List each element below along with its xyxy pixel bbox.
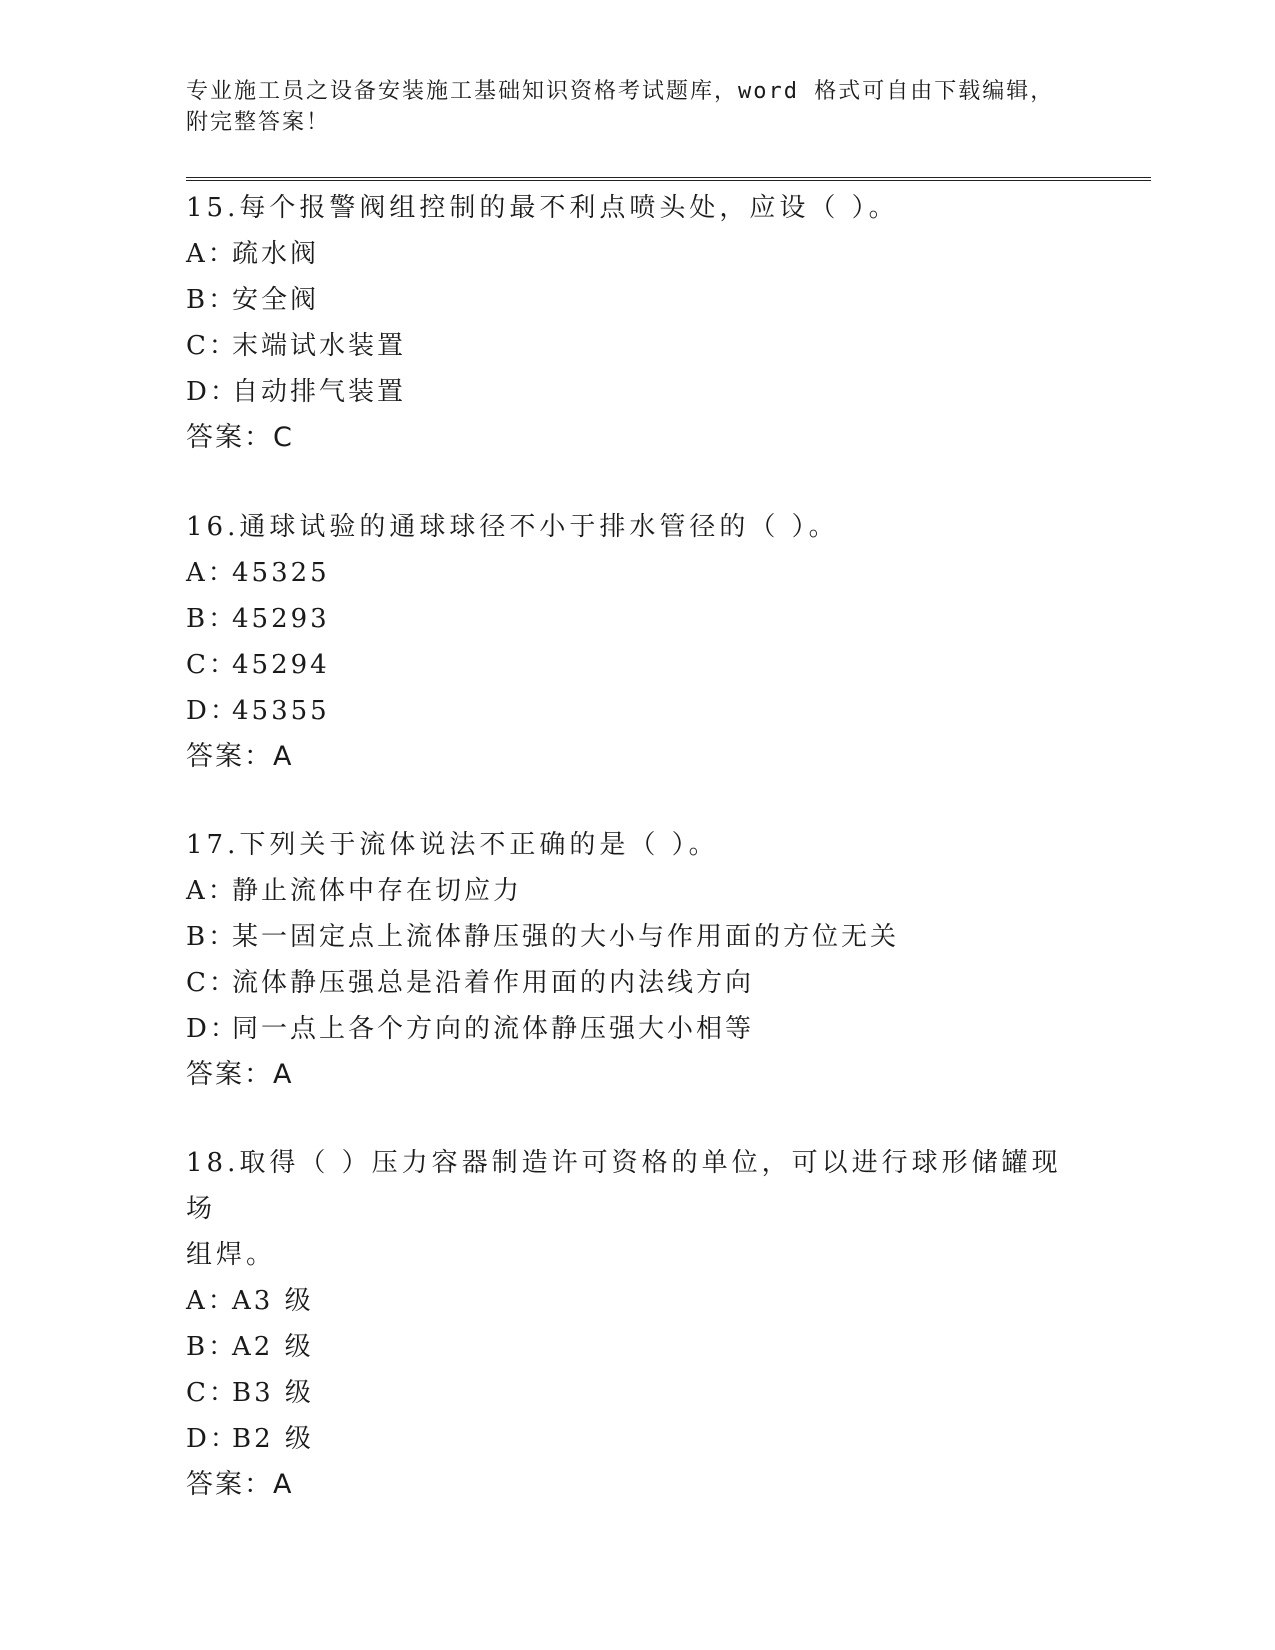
option-key: C：: [186, 331, 238, 361]
option-c: [186, 960, 1086, 1006]
option-a: [186, 1278, 1086, 1324]
answer: 答案：A: [186, 741, 294, 772]
option-text: 疏水阀: [232, 239, 320, 269]
option-b: [186, 277, 1086, 323]
option-text: 同一点上各个方向的流体静压强大小相等: [232, 1014, 755, 1044]
question-stem-line-1: 18.取得（ ）压力容器制造许可资格的单位，可以进行球形储罐现场: [186, 1148, 1062, 1224]
option-b: [186, 1324, 1086, 1370]
option-key: D：: [186, 1424, 239, 1454]
answer: 答案：A: [186, 1469, 294, 1500]
option-key: A：: [186, 876, 237, 906]
option-key: D：: [186, 377, 239, 407]
option-text: 安全阀: [232, 285, 320, 315]
header-divider: [186, 177, 1151, 181]
option-text: B2 级: [232, 1424, 314, 1454]
question-stem: 16.通球试验的通球球径不小于排水管径的（ ）。: [186, 512, 839, 542]
option-d: [186, 1416, 1086, 1462]
option-key: A：: [186, 558, 237, 588]
question-18: [186, 1140, 1086, 1508]
option-text: 45325: [232, 558, 330, 588]
option-key: C：: [186, 1378, 238, 1408]
option-key: B：: [186, 285, 238, 315]
option-a: [186, 868, 1086, 914]
answer: 答案：A: [186, 1059, 294, 1090]
answer: 答案：C: [186, 422, 294, 453]
question-16: [186, 504, 1086, 780]
option-a: [186, 550, 1086, 596]
option-c: [186, 1370, 1086, 1416]
header-line-2: 附完整答案！: [186, 110, 331, 135]
option-key: A：: [186, 1286, 237, 1316]
option-key: B：: [186, 1332, 238, 1362]
option-text: A3 级: [232, 1286, 314, 1316]
option-text: 某一固定点上流体静压强的大小与作用面的方位无关: [232, 922, 900, 952]
question-stem: 15.每个报警阀组控制的最不利点喷头处，应设（ ）。: [186, 193, 899, 223]
option-d: [186, 1006, 1086, 1052]
option-text: 45293: [232, 604, 330, 634]
option-key: B：: [186, 604, 238, 634]
option-text: 自动排气装置: [232, 377, 407, 407]
option-d: [186, 688, 1086, 734]
question-15: [186, 185, 1086, 461]
option-a: [186, 231, 1086, 277]
option-d: [186, 369, 1086, 415]
question-stem: 17.下列关于流体说法不正确的是（ ）。: [186, 830, 719, 860]
question-17: [186, 822, 1086, 1098]
option-text: 流体静压强总是沿着作用面的内法线方向: [232, 968, 755, 998]
option-b: [186, 596, 1086, 642]
option-key: C：: [186, 650, 238, 680]
option-c: [186, 642, 1086, 688]
option-text: B3 级: [232, 1378, 314, 1408]
header-line-1: 专业施工员之设备安装施工基础知识资格考试题库，word 格式可自由下载编辑，: [186, 79, 1055, 104]
option-text: 末端试水装置: [232, 331, 407, 361]
option-key: C：: [186, 968, 238, 998]
option-key: B：: [186, 922, 238, 952]
option-key: D：: [186, 1014, 239, 1044]
option-text: 45294: [232, 650, 330, 680]
question-stem-line-2: 组焊。: [186, 1240, 277, 1270]
option-b: [186, 914, 1086, 960]
option-text: 静止流体中存在切应力: [232, 876, 523, 906]
option-text: A2 级: [232, 1332, 314, 1362]
option-key: A：: [186, 239, 237, 269]
option-c: [186, 323, 1086, 369]
document-header: [186, 76, 1086, 138]
option-key: D：: [186, 696, 239, 726]
option-text: 45355: [232, 696, 330, 726]
